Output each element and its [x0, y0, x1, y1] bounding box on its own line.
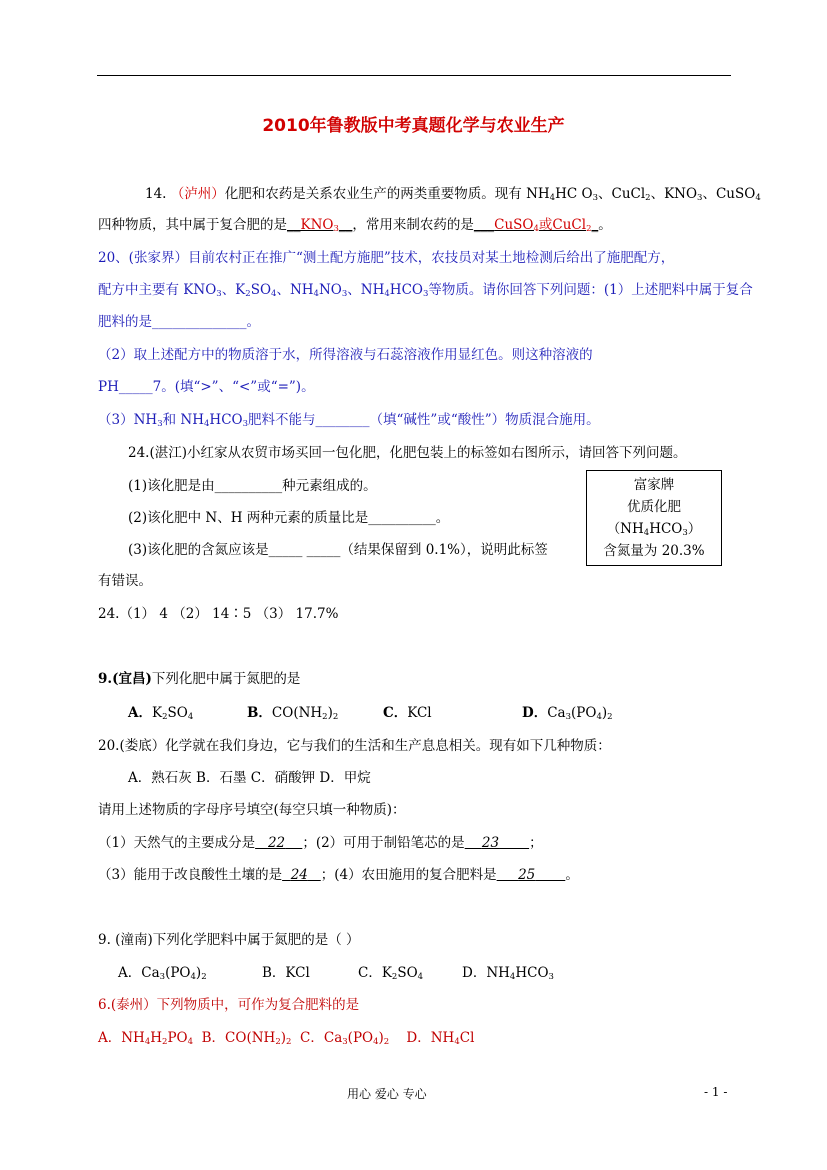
q20a-text: 、K	[221, 282, 246, 298]
label-brand: 富家牌	[633, 477, 675, 493]
sub: 2	[245, 289, 251, 299]
q20a-line4: （2）取上述配方中的物质溶于水，所得溶液与石蕊溶液作用显红色。则这种溶液的	[98, 347, 593, 363]
q20b-text: 。	[565, 867, 579, 883]
option-text: )	[280, 1030, 287, 1046]
option-text: D．NH	[462, 965, 510, 981]
header-rule	[97, 75, 731, 76]
sub: 4	[755, 193, 761, 203]
q14-answer-2: CuSO	[494, 217, 534, 233]
option-text: (PO	[165, 965, 191, 981]
option-text: B．CO(NH	[201, 1030, 276, 1046]
q14-text: ，常用来制农药的是	[352, 217, 474, 233]
q14-text: 、CuSO	[702, 186, 756, 202]
option-text: (PO	[347, 1030, 374, 1046]
sub: 2	[586, 224, 592, 234]
q20b-text: （1）天然气的主要成分是	[98, 835, 256, 851]
q20b-line4	[98, 833, 543, 853]
q24-sub1: (1)该化肥是由__________种元素组成的。	[128, 478, 377, 494]
q14-answer-1: KNO	[300, 217, 334, 233]
option-text: )	[327, 705, 333, 721]
sub: 4	[417, 972, 424, 982]
q14-number: 14.	[145, 186, 167, 202]
option-text: HCO	[515, 965, 549, 981]
sub: 4	[643, 528, 650, 538]
option-text: K	[151, 705, 163, 721]
q20b-line1: 20.(娄底）化学就在我们身边，它与我们的生活和生产息息相关。现有如下几种物质：	[98, 738, 611, 754]
option-text: KCl	[407, 705, 432, 721]
q24-answer: 24.（1） 4 （2） 14∶5 （3） 17.7%	[98, 606, 339, 622]
sub: 3	[697, 193, 703, 203]
option-text: SO	[167, 705, 188, 721]
q20a-text: 、NH	[276, 282, 314, 298]
sub: 3	[342, 1037, 348, 1047]
sub: 3	[216, 289, 222, 299]
q14-text: 、KNO	[650, 186, 698, 202]
q14-location: （泸州）	[170, 186, 225, 202]
q9a-text: 下列化肥中属于氮肥的是	[151, 671, 301, 687]
sub: 2	[162, 1037, 168, 1047]
sub: 4	[533, 224, 539, 234]
option-text: A．Ca	[118, 965, 160, 981]
q9b-option-c	[358, 963, 423, 983]
q20a-text: HCO	[209, 412, 243, 428]
option-text: PO	[167, 1030, 188, 1046]
blank-24: 24	[290, 867, 308, 883]
option-text: )	[378, 1030, 384, 1046]
option-text: D．NH	[406, 1030, 455, 1046]
sub: 3	[242, 419, 249, 429]
option-text: C．Ca	[300, 1030, 343, 1046]
q20b-text: ；	[529, 835, 543, 851]
option-text: H	[150, 1030, 163, 1046]
footer-motto: 用心 爱心 专心	[347, 1087, 427, 1101]
sub: 4	[313, 289, 319, 299]
option-text: )	[601, 705, 608, 721]
option-text: Cl	[459, 1030, 475, 1046]
sub: 2	[275, 1037, 281, 1047]
q14-line1	[145, 184, 761, 204]
sub: 3	[341, 289, 348, 299]
option-label: B．	[247, 705, 272, 721]
sub: 3	[333, 224, 339, 234]
label-formula	[587, 518, 721, 540]
option-text: Ca	[547, 705, 566, 721]
q14-text: HC O	[555, 186, 593, 202]
label-formula-part: HCO	[649, 521, 683, 537]
q14-line2: 四种物质，其中属于复合肥的是$\_\_KNO_3\_\_$，常用来制农药的是___CuSO$_4$或CuCl$_2$_。	[98, 217, 612, 234]
q9b-stem: 9. (潼南)下列化学肥料中属于氮肥的是（ ）	[98, 932, 360, 948]
sub: 3	[682, 528, 688, 538]
label-content: 含氮量为 20.3%	[603, 543, 705, 559]
blank-23: 23	[481, 835, 500, 851]
sub: 4	[187, 1037, 194, 1047]
q9a-option-c	[383, 703, 432, 723]
sub: 4	[549, 193, 556, 203]
q20a-text: 、NH	[347, 282, 385, 298]
q9a-number: 9.(宜昌)	[98, 671, 152, 687]
q20b-options: A．熟石灰 B．石墨 C．硝酸钾 D．甲烷	[128, 770, 371, 786]
option-text: (PO	[571, 705, 597, 721]
q14-answer-2b: 或CuCl	[538, 217, 587, 233]
option-text: A．NH	[98, 1030, 145, 1046]
option-text: C．K	[358, 965, 392, 981]
sub: 4	[271, 289, 277, 299]
q20a-text: 等物质。请你回答下列问题：(1）上述肥料中属于复合	[428, 282, 753, 298]
sub: 4	[190, 972, 196, 982]
sub: 3	[157, 419, 163, 429]
page-number: - 1 -	[704, 1085, 728, 1099]
option-label: A．	[128, 705, 152, 721]
sub: 3	[422, 289, 429, 299]
sub: 2	[201, 972, 207, 982]
q9a-option-a	[128, 703, 193, 723]
q24-sub3: (3)该化肥的含氮应该是_____ _____（结果保留到 0.1%），说明此标签	[128, 542, 548, 558]
sub: 4	[373, 1037, 379, 1047]
q20a-text: 肥料不能与________（填“碱性”或“酸性”）物质混合施用。	[248, 412, 600, 428]
option-label: C．	[383, 705, 408, 721]
q24-sub3b: 有错误。	[98, 573, 152, 589]
sub: 4	[187, 712, 194, 722]
sub: 4	[384, 289, 390, 299]
q20b-text: （3）能用于改良酸性土壤的是	[98, 867, 283, 883]
q24-sub2: (2)该化肥中 N、H 两种元素的质量比是__________。	[128, 510, 450, 526]
q20a-line5: PH_____7。(填“>”、“<”或“=”)。	[98, 379, 315, 395]
q9b-option-d	[462, 963, 554, 983]
sub: 2	[645, 193, 651, 203]
sub: 3	[592, 193, 598, 203]
q20b-text: ；(4）农田施用的复合肥料是	[320, 867, 497, 883]
blank-22: 22	[267, 835, 286, 851]
sub: 4	[509, 972, 516, 982]
q20b-text: ；(2）可用于制铅笔芯的是	[302, 835, 465, 851]
q9a-option-b	[247, 703, 338, 723]
sub: 4	[596, 712, 602, 722]
q20a-text: 配方中主要有 KNO	[98, 282, 217, 298]
q20b-line3: 请用上述物质的字母序号填空(每空只填一种物质)：	[98, 802, 406, 818]
sub: 2	[332, 712, 339, 722]
q9a-stem	[98, 669, 300, 689]
sub: 4	[204, 419, 210, 429]
sub: 2	[322, 712, 328, 722]
q20a-text: 和 NH	[162, 412, 204, 428]
q14-text: 、CuCl	[597, 186, 646, 202]
q20a-text: HCO	[389, 282, 423, 298]
q20a-line2	[98, 280, 753, 300]
q20a-text: （3）NH	[98, 412, 158, 428]
q9b-option-a	[118, 963, 207, 983]
q20a-line1: 20、(张家界）目前农村正在推广“测土配方施肥”技术，农技员对某土地检测后给出了施肥配方，	[98, 250, 675, 266]
fertilizer-label	[586, 470, 722, 566]
sub: 2	[286, 1037, 292, 1047]
label-formula-part: ）	[687, 521, 702, 537]
q20a-text: SO	[250, 282, 272, 298]
sub: 2	[383, 1037, 390, 1047]
option-label: D．	[522, 705, 548, 721]
q14-text: 。	[598, 217, 612, 233]
sub: 4	[454, 1037, 460, 1047]
page-title: 2010年鲁教版中考真题化学与农业生产	[262, 116, 565, 136]
sub: 2	[607, 712, 613, 722]
sub: 2	[391, 972, 398, 982]
sub: 2	[162, 712, 168, 722]
sub: 3	[159, 972, 166, 982]
q20b-line5	[98, 865, 579, 885]
blank-25: 25	[518, 867, 536, 883]
label-formula-part: （NH	[606, 521, 644, 537]
q9a-option-d	[522, 703, 613, 723]
label-name: 优质化肥	[627, 499, 681, 515]
q14-text: 四种物质，其中属于复合肥的是	[98, 217, 287, 233]
sub: 3	[565, 712, 572, 722]
q6-options	[98, 1028, 474, 1048]
q6-stem: 6.(泰州）下列物质中，可作为复合肥料的是	[98, 997, 360, 1013]
sub: 3	[548, 972, 554, 982]
q20a-line6	[98, 410, 600, 430]
q20a-line3: 肥料的是______________。	[98, 314, 260, 330]
option-text: )	[195, 965, 202, 981]
option-text: CO(NH	[271, 705, 323, 721]
option-text: SO	[397, 965, 418, 981]
q14-text: 化肥和农药是关系农业生产的两类重要物质。现有 NH	[224, 186, 550, 202]
sub: 4	[144, 1037, 151, 1047]
q9b-option-b: B．KCl	[262, 965, 310, 981]
q20a-text: NO	[318, 282, 342, 298]
q24-line1: 24.(湛江)小红家从农贸市场买回一包化肥，化肥包装上的标签如右图所示，请回答下列问题。	[128, 445, 687, 461]
